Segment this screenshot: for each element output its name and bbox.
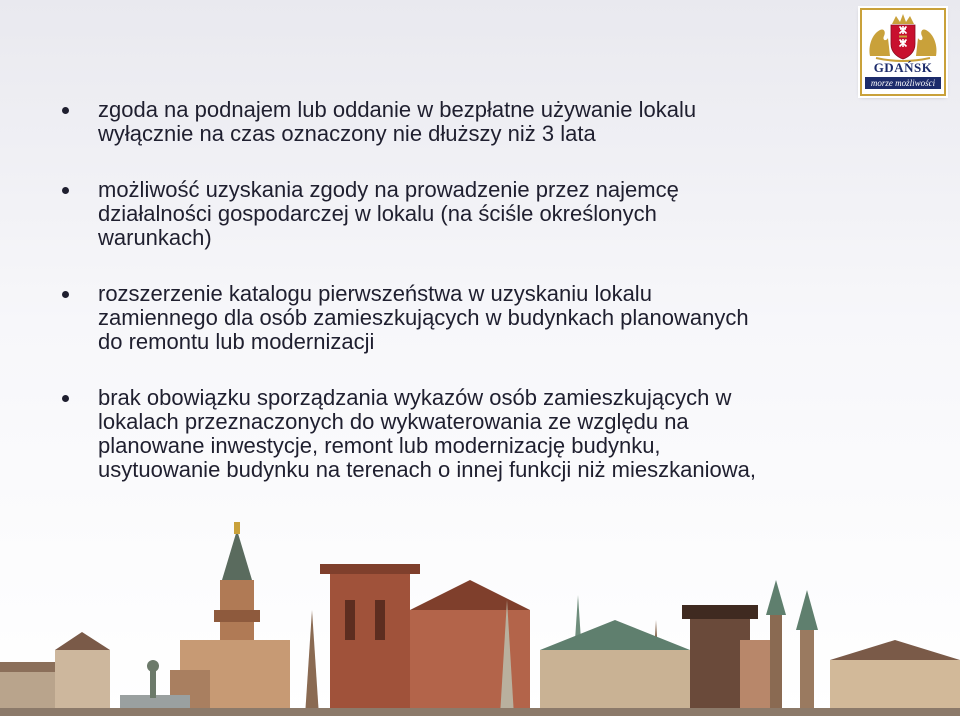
logo-brand: GDAŃSK (873, 60, 933, 75)
gdansk-logo (860, 8, 946, 96)
gdansk-skyline-image (0, 520, 960, 716)
bullet-text: brak obowiązku sporządzania wykazów osób zamieszkujących w lokalach przeznaczonych do wykwaterowania ze względu na planowane inwestycje, remont lub modernizację budynku, usytuowanie budynku na terenach o innej funkcji niż mieszkaniowa, (98, 385, 756, 482)
bullet-item (62, 98, 902, 146)
bullet-list (62, 98, 902, 514)
bullet-dot-icon (62, 107, 69, 114)
bullet-text: możliwość uzyskania zgody na prowadzenie przez najemcę działalności gospodarczej w lokalu (na ściśle określonych warunkach) (98, 177, 679, 250)
bullet-item (62, 178, 902, 250)
logo-tagline: morze możliwości (865, 77, 941, 89)
bullet-item (62, 386, 902, 482)
bullet-item (62, 282, 902, 354)
bullet-dot-icon (62, 187, 69, 194)
bullet-text: zgoda na podnajem lub oddanie w bezpłatne używanie lokalu wyłącznie na czas oznaczony nie dłuższy niż 3 lata (98, 97, 697, 146)
bullet-dot-icon (62, 395, 69, 402)
bullet-text: rozszerzenie katalogu pierwszeństwa w uzyskaniu lokalu zamiennego dla osób zamieszkujących w budynkach planowanych do remontu lub modernizacji (98, 281, 749, 354)
bullet-dot-icon (62, 291, 69, 298)
gdansk-crest-icon (862, 12, 944, 62)
